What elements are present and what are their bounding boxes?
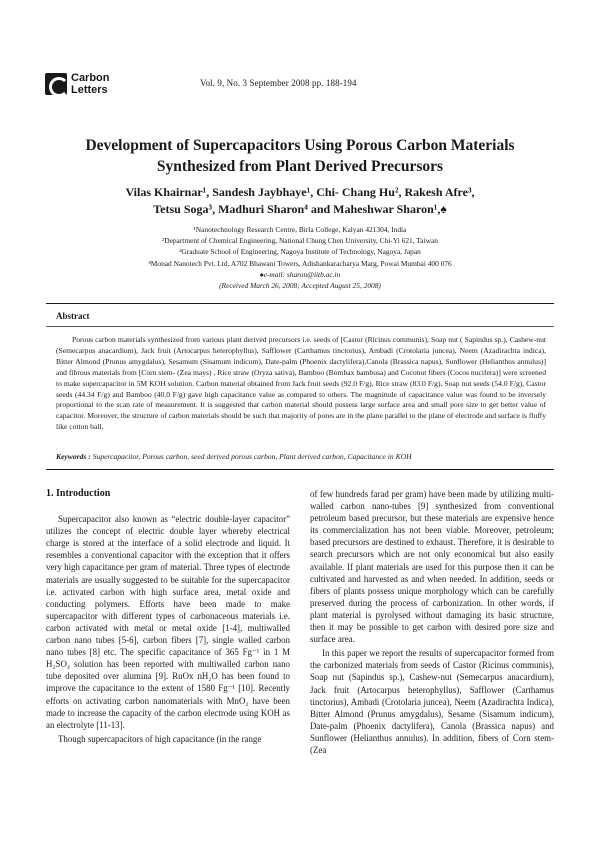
right-column	[310, 488, 554, 756]
paragraph: Supercapacitor also known as “electric double-layer capacitor” utilizes the concept of electric double layer whereby electrical charge is stored at the interface of a solid electrode and liquid. It resembles a conventional capacitor with the exception that it offers very high capacitance per gram of material. Three types of electrode materials are usually suggested to be suitable for the supercapacitor i.e. activated carbon with high surface area, metal oxide and conducting polymers. Efforts have been made to make supercapacitor with different types of carbonaceous materials i.e. carbon activated with metal or metal oxide [1-4], multiwalled carbon nano tubes [5-6], carbon fibers [7], single walled carbon nano tubes [8] etc. The specific capacitance of 365 Fg⁻¹ in 1 M H₂SO₄ solution has been reported with multiwalled carbon nano tube deposited over alumina [9]. RuOx nH₂O has been found to improve the capacitance to the extent of 1580 Fg⁻¹ [10]. Recently efforts on activating carbon nanomaterials with MnO₂ have been made to increase the capacity of the carbon electrode using KOH as an electrolyte [11-13].	[46, 514, 290, 730]
affiliations	[40, 224, 560, 291]
abstract-divider	[46, 326, 554, 327]
affiliation-3: ³Graduate School of Engineering, Nagoya Institute of Technology, Nagoya, Japan	[179, 247, 421, 257]
author-list	[40, 184, 560, 218]
title-line-1: Development of Supercapacitors Using Porous Carbon Materials	[85, 137, 515, 154]
abstract-heading: Abstract	[56, 311, 90, 321]
abstract-box	[46, 303, 554, 470]
paragraph: of few hundreds farad per gram) have been made by utilizing multi-walled carbon nano-tubes [9] synthesized from conventional petroleum based precursor, but these materials are expensive hence its commercialization has not been viable. Moreover, petroleum; based precursors are destined to exhaust. Therefore, it is desirable to search precursors which are not only economical but also easily available. If plant materials are used for this purpose then it can be cultivated and harvested as and when needed. In addition, seeds or fibers of plants possess unique morphology which can be carefully preserved during the process of carbonization. In other words, if plant material is pyrolysed without damaging its basic structure, then it may be possible to get carbon with desired pore size and surface area.	[310, 489, 554, 645]
received-dates: (Received March 26, 2008; Accepted August 25, 2008)	[219, 281, 381, 291]
abstract-text: Porous carbon materials synthesized from various plant derived precursors i.e. seeds of [Castor (Ricinus communis), Soap nut ( Sapindus sp.), Cashew-nut (Semecarpus anacardium), Jack fruit (Artocarpus heterophyllus), Safflower (Carthamus tinctorius), Ambadi (Crotolaria juncea), Neem (Azadirachta indica), Bitter Almond (Prunus amygdalus), Sesamum (Sisamum indicum), Date-palm (Phoenix dactylifera),Canola (Brassica napus), Sunflower (Helianthus annulus)] and fibrous materials from [Corn stem- (Zea mays) , Rice straw (Oryza sativa), Bamboo (Bombax bambusa) and Coconut fibers (Cocos nucifera)] were screened to make supercapacitor in 5M KOH solution. Carbon material obtained from Jack fruit seeds (92.0 F/g), Rice straw (83.0 F/g), Soap nut seeds (54.0 F/g), Castor seeds (44.34 F/g) and Bamboo (40.0 F/g) gave high capacitance value as compared to others. The magnitude of capacitance value was found to be inversely proportional to the scan rate of measurement. It is suggested that carbon material should possess large surface area and small pore size to get better value of capacitor. Moreover, the structure of carbon materials should be such that majority of pores are in the plane parallel to the plane of electrode and surface is fluffy like cotton ball.	[56, 335, 546, 432]
carbon-letters-logo-icon	[45, 73, 67, 95]
authors-line-1: Vilas Khairnar¹, Sandesh Jaybhaye¹, Chi- Chang Hu², Rakesh Afre³,	[125, 185, 475, 199]
title-line-2: Synthesized from Plant Derived Precursors	[156, 158, 444, 175]
journal-logo	[45, 72, 110, 96]
paragraph: Though supercapacitors of high capacitance (in the range	[58, 733, 262, 744]
contact-email: ♠e-mail: sharon@iitb.ac.in	[259, 269, 341, 279]
keywords-text: Supercapacitor, Porous carbon, seed derived porous carbon, Plant derived carbon, Capacitance in KOH	[92, 452, 412, 461]
affiliation-2: ²Department of Chemical Engineering, National Chung Chen University, Chi-Yi 621, Taiwan	[162, 236, 438, 246]
logo-text	[71, 72, 110, 96]
section-heading-introduction: 1. Introduction	[46, 488, 111, 499]
logo-line-2: Letters	[71, 84, 108, 96]
logo-line-1: Carbon	[71, 72, 110, 84]
keywords	[56, 452, 546, 461]
left-column	[46, 488, 290, 745]
keywords-label: Keywords :	[56, 452, 91, 461]
paragraph: In this paper we report the results of supercapacitor formed from the carbonized materials from seeds of Castor (Ricinus communis), Soap nut (Sapindus sp.), Cashew-nut (Semecarpus anacardium), Jack fruit (Artocarpus heterophyllus), Safflower (Carthamus tinctorius), Ambadi (Crotolaria juncea), Neem (Azadirachta Indica), Bitter Almond (Prunus amygdalus), Sesame (Sisamum indicum), Date-palm (Phoenix dactylifera), Canola (Brassica napus) and Sunflower (Helianthus annulus). In addition, fibers of Corn stem- (Zea	[310, 648, 554, 755]
affiliation-1: ¹Nanotechnology Research Centre, Birla College, Kalyan 421304, India	[193, 225, 407, 234]
authors-line-2: Tetsu Soga³, Madhuri Sharon⁴ and Maheshwar Sharon¹,♠	[153, 202, 447, 216]
affiliation-4: ⁴Monad Nanotech Pvt. Ltd, A702 Bhawani Towers, Adishankaracharya Marg, Powai Mumbai 400 076	[148, 258, 452, 268]
journal-info: Vol. 9, No. 3 September 2008 pp. 188-194	[200, 78, 357, 88]
paper-title	[40, 135, 560, 177]
